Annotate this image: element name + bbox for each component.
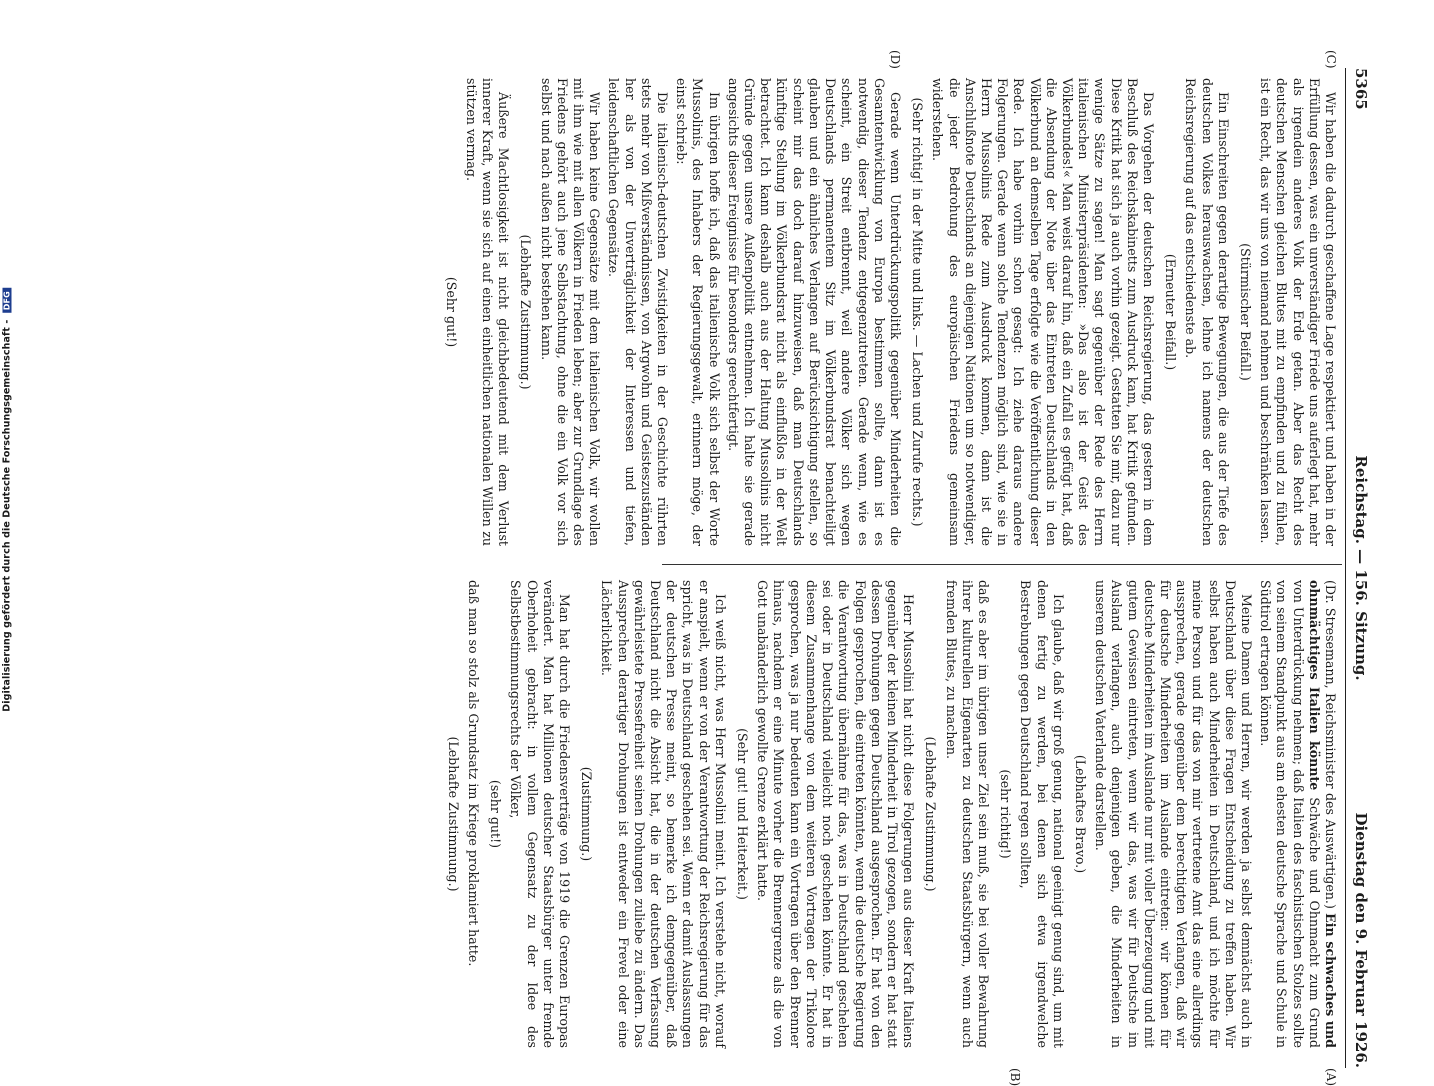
digitization-credit: Digitalisierung gefördert durch die Deutsche Forschungsgemeinschaft - DFG (2, 288, 13, 712)
column-divider (662, 564, 1342, 565)
interjection: (Lebhafte Zustimmung.) (518, 234, 534, 390)
interjection: (Sehr richtig! in der Mitte und links. — Lachen und Zurufe rechts.) (910, 97, 926, 527)
interjection: (sehr gut!) (488, 779, 504, 849)
paragraph: Im übrigen hoffe ich, daß das italienische Volk sich selbst der Worte Mussolinis, des Inhabers der Regierungsgewalt, erinnern möge, der einst schrieb: (674, 78, 722, 546)
interjection: (Erneuter Beifall.) (1163, 253, 1179, 371)
paragraph: Äußere Machtlosigkeit ist nicht gleichbedeutend mit dem Verlust innerer Kraft, wenn sie sich auf einen einheitlichen nationalen Willen zu stützen vermag. (463, 78, 512, 546)
margin-letter-a: (A) (1324, 1068, 1338, 1086)
paragraph-text: Schwäche und Ohnmacht zum Grund von Unterdrückung nehmen; daß Italien des faschistischen Stolzes sollte von seinem Standpunkt aus am ehesten deutsche Sprache und Schule in Südtirol ertragen können. (1258, 580, 1322, 1048)
interjection: (Lebhafte Zustimmung.) (445, 736, 461, 892)
bold-phrase: Ein schwaches und ohnmächtiges Italien könnte (1306, 580, 1338, 1048)
interjection: (Zustimmung.) (579, 766, 595, 862)
paragraph: Herr Mussolini hat nicht diese Folgerungen aus dieser Kraft Italiens gegenüber der kleinen Minderheit in Tirol gezogen, sondern er hat statt dessen Drohungen gegen Deutschland ausgesprochen. Er hat von den Folgen gesprochen, die eintreten könnten, wenn die deutsche Regierung die Verantwortung übernähme für das, was in Deutschland geschehen sei oder in Deutschland vielleicht noch geschehen könnte. Er hat in diesem Zusammenhange von dem weiteren Vortragen der Trikolore gesprochen, was ja nur bedeuten kann ein Vortragen über den Brenner hinaus, nachdem er eine Minute vorher die Brennergrenze als die von Gott unabänderlich gewollte Grenze erklärt hatte. (755, 580, 917, 1048)
paragraph: Man hat durch die Friedensverträge von 1919 die Grenzen Europas verändert. Man hat Millionen deutscher Staatsbürger unter fremde Oberhoheit gebracht: in vollem Gegensatz zu der Idee des Selbstbestimmungsrechts der Völker, (508, 580, 573, 1048)
page-number: 5365 (1352, 68, 1370, 110)
interjection: (Sehr gut! und Heiterkeit.) (735, 728, 751, 900)
interjection: (Lebhaftes Bravo.) (1072, 754, 1088, 874)
footer-strip (0, 0, 14, 1000)
paragraph: daß es aber im übrigen unser Ziel sein muß, sie bei voller Bewahrung ihrer kulturellen Eigenarten zu deutschen Staatsbürgern, wenn auch fremden Blutes, zu machen. (943, 580, 991, 1048)
paragraph: Wir haben die dadurch geschaffene Lage respektiert und haben in der Erfüllung dessen, was ein unverständiger Friede uns auferlegt hat, mehr als irgendein anderes Volk der Erde getan. Aber das Recht des deutschen Menschen gleichen Blutes mit zu empfinden und zu fühlen, ist ein Recht, das wir uns von niemand nehmen und beschränken lassen. (1258, 78, 1338, 546)
session-title: Reichstag. — 156. Sitzung. (1352, 455, 1370, 681)
paragraph: daß man so stolz als Grundsatz im Kriege proklamiert hatte. (466, 580, 482, 967)
margin-letter-d: (D) (888, 50, 902, 69)
margin-letter-b: (B) (1008, 1068, 1022, 1086)
header-rule (1345, 68, 1346, 1068)
margin-letter-c: (C) (1324, 50, 1338, 69)
speaker-name: (Dr. Stresemann, (1323, 580, 1338, 689)
credit-text: Digitalisierung gefördert durch die Deutsche Forschungsgemeinschaft (1, 327, 13, 712)
left-column (439, 580, 1338, 1048)
quotation: Die italienisch-deutschen Zwistigkeiten in der Geschichte rührten stets mehr von Mißverständnissen, von Argwohn und Geisteszuständen her als von der Unverträglichkeit der Interessen und tiefen, leidenschaftlichen Gegensätze. (606, 78, 671, 546)
interjection: (sehr richtig!) (998, 769, 1014, 859)
session-date: Dienstag den 9. Februar 1926. (1352, 812, 1370, 1068)
paragraph: Gerade wenn Unterdrückungspolitik gegenüber Minderheiten die Gesamtentwicklung von Europa bestimmen sollte, dann ist es notwendig, dieser Tendenz entgegenzutreten. Gerade wenn, wie es scheint, ein Streit entbrennt, weil andere Völker sich wegen Deutschlands permanentem Sitz im Völkerbundsrat benachteiligt glauben und ein ähnliches Verlangen auf Berücksichtigung stellen, so scheint mir das doch darauf hinzuweisen, daß man Deutschlands künftige Stellung im Völkerbundsrat nicht als einflußlos in der Welt betrachtet. Ich kann deshalb auch aus der Haltung Mussolinis nicht Gründe gegen unsere Außenpolitik entnehmen. Ich halte sie gerade angesichts dieser Ereignisse für besonders gerechtfertigt. (725, 78, 903, 546)
interjection: (Sehr gut!) (443, 276, 459, 348)
paragraph: Meine Damen und Herren, wir werden ja selbst demnächst auch in Deutschland über diese Fragen Entscheidung zu treffen haben. Wir selbst haben auch Minderheiten in Deutschland, und ich möchte für meine Person und für das von mir vertretene Amt das eine allerdings aussprechen, gerade gegenüber dem berechtigten Verlangen, daß wir für deutsche Minderheiten im Auslande eintreten: wir können für deutsche Minderheiten im Auslande nur mit voller Überzeugung und mit gutem Gewissen eintreten, wenn wir das, was wir für Deutsche im Ausland verlangen, auch denjenigen geben, die Minderheiten in unserem deutschen Vaterlande darstellen. (1093, 580, 1254, 1048)
right-column (436, 78, 1338, 546)
speaker-paragraph (1257, 580, 1338, 1048)
paragraph: Wir haben keine Gegensätze mit dem italienischen Volk, wir wollen mit ihm wie mit allen Völkern in Frieden leben; aber zur Grundlage des Friedens gehört auch jene Selbstachtung, ohne die ein Volk vor sich selbst und nach außen nicht bestehen kann. (538, 78, 603, 546)
document-page (150, 50, 1372, 1086)
interjection: (Stürmischer Beifall.) (1237, 243, 1253, 381)
page-header (1346, 68, 1372, 1068)
speaker-role: Reichsminister des Auswärtigen.) (1323, 693, 1338, 909)
paragraph: Das Vorgehen der deutschen Reichsregierung, das gestern in dem Beschluß des Reichskabinetts zum Ausdruck kam, hat Kritik gefunden. Diese Kritik hat sich ja auch vorhin gezeigt. Gestatten Sie mir, dazu nur wenige Sätze zu sagen! Man sagt gegenüber der Rede des Herrn italienischen Ministerpräsidenten: »Das also ist der Geist des Völkerbundes!« Man weist darauf hin, daß ein Zufall es gefügt hat, daß die Absendung der Note über das Eintreten Deutschlands in den Völkerbund an demselben Tage erfolgte wie die Veröffentlichung dieser Rede. Ich habe vorhin schon gesagt: Ich ziehe daraus andere Folgerungen. Gerade wenn solche Tendenzen möglich sind, wie sie in Herrn Mussolinis Rede zum Ausdruck kommen, dann ist die Anschlußnote Deutschlands an diejenigen Nationen um so notwendiger, die jeder Bedrohung des europäischen Friedens gemeinsam widerstehen. (930, 78, 1156, 546)
paragraph: Ich glaube, daß wir groß genug, national geeinigt genug sind, um mit denen fertig zu werden, bei denen sich etwa irgendwelche Bestrebungen gegen Deutschland regen sollten, (1018, 580, 1066, 1048)
paragraph: Ein Einschreiten gegen derartige Bewegungen, die aus der Tiefe des deutschen Volkes herauswachsen, lehne ich namens der deutschen Reichsregierung auf das entschiedenste ab. (1183, 78, 1231, 546)
paragraph: Ich weiß nicht, was Herr Mussolini meint. Ich verstehe nicht, worauf er anspielt, wenn er von der Verantwortung der Reichsregierung für das spricht, was in Deutschland geschehen sei. Wenn er damit Auslassungen der deutschen Presse meint, so bemerke ich demgegenüber, daß Deutschland nicht die Absicht hat, die in der deutschen Verfassung gewährleistete Pressefreiheit seinen Drohungen zuliebe zu ändern. Das Aussprechen derartiger Drohungen ist entweder ein Frevel oder eine Lächerlichkeit. (599, 580, 728, 1048)
dfg-logo: DFG (3, 288, 12, 313)
interjection: (Lebhafte Zustimmung.) (923, 736, 939, 892)
